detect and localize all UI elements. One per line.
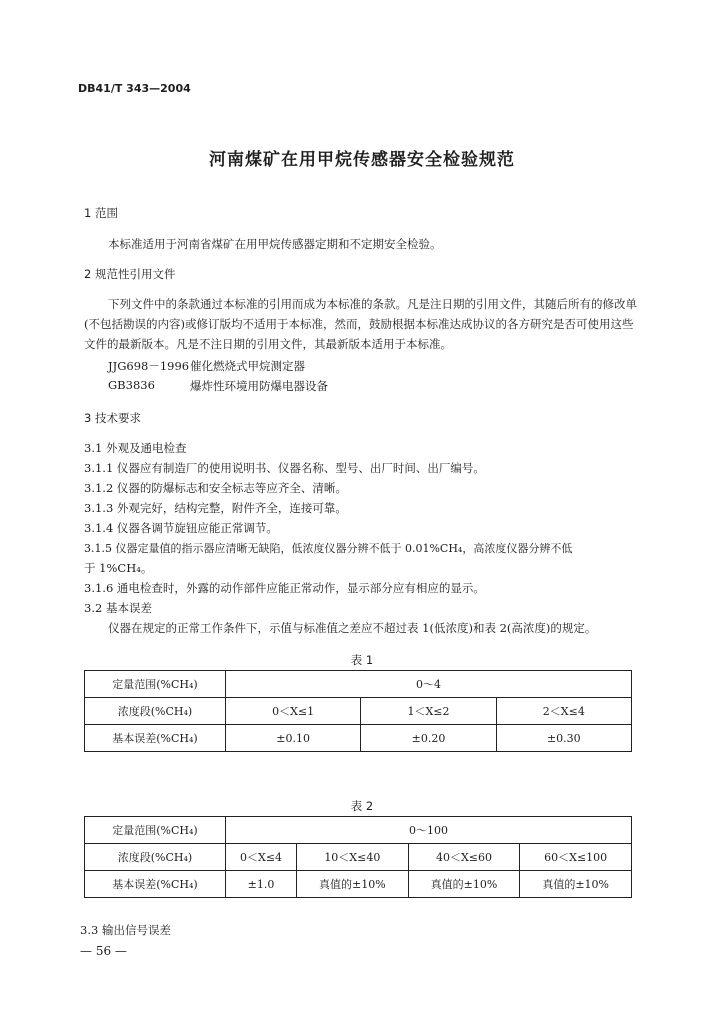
table-cell: ±0.10 — [226, 725, 361, 752]
section-2-heading: 2 规范性引用文件 — [84, 267, 176, 281]
table-row — [85, 698, 632, 725]
table-cell: ±1.0 — [226, 871, 297, 898]
table-cell: 1＜X≤2 — [361, 698, 496, 725]
table-cell: 浓度段(%CH₄) — [85, 844, 226, 871]
item-3-1-2: 3.1.2 仪器的防爆标志和安全标志等应齐全、清晰。 — [84, 481, 347, 495]
table-row — [85, 817, 632, 844]
table-1-caption: 表 1 — [350, 653, 374, 667]
table-cell: 基本误差(%CH₄) — [85, 871, 226, 898]
table-row — [85, 671, 632, 698]
table-cell: 0＜X≤1 — [226, 698, 361, 725]
table-row — [85, 725, 632, 752]
table-cell: 2＜X≤4 — [496, 698, 631, 725]
section-3-heading: 3 技术要求 — [84, 411, 141, 425]
table-cell: 10＜X≤40 — [297, 844, 409, 871]
table-cell: 0～100 — [226, 817, 632, 844]
ref-1-name: 催化燃烧式甲烷测定器 — [190, 359, 305, 373]
section-3-1-heading: 3.1 外观及通电检查 — [84, 441, 187, 455]
table-cell: ±0.30 — [496, 725, 631, 752]
table-cell: 定量范围(%CH₄) — [85, 817, 226, 844]
table-cell: 真值的±10% — [520, 871, 632, 898]
item-3-1-5-line-2: 于 1%CH₄。 — [84, 561, 153, 575]
table-row — [85, 871, 632, 898]
section-3-3-heading: 3.3 输出信号误差 — [80, 923, 171, 937]
document-code: DB41/T 343—2004 — [78, 82, 191, 95]
table-cell: 真值的±10% — [408, 871, 520, 898]
table-cell: 60＜X≤100 — [520, 844, 632, 871]
table-cell: 真值的±10% — [297, 871, 409, 898]
item-3-1-1: 3.1.1 仪器应有制造厂的使用说明书、仪器名称、型号、出厂时间、出厂编号。 — [84, 461, 485, 475]
table-cell: 浓度段(%CH₄) — [85, 698, 226, 725]
page-number: — 56 — — [80, 944, 127, 958]
section-3-2-text: 仪器在规定的正常工作条件下，示值与标准值之差应不超过表 1(低浓度)和表 2(高浓度)的规定。 — [108, 621, 597, 635]
table-2 — [84, 816, 632, 898]
table-cell: 40＜X≤60 — [408, 844, 520, 871]
section-3-2-heading: 3.2 基本误差 — [84, 601, 152, 615]
table-row — [85, 844, 632, 871]
ref-1-code: JJG698－1996 — [108, 359, 190, 373]
section-1-heading: 1 范围 — [84, 206, 118, 220]
section-2-text: 下列文件中的条款通过本标准的引用而成为本标准的条款。凡是注日期的引用文件，其随后所有的修改单(不包括勘误的内容)或修订版均不适用于本标准，然而，鼓励根据本标准达成协议的各方研究是否可使用这些文件的最新版本。凡是不注日期的引用文件，其最新版本适用于本标准。 — [84, 297, 637, 351]
ref-2-code: GB3836 — [108, 378, 155, 392]
table-cell: 定量范围(%CH₄) — [85, 671, 226, 698]
table-2-caption: 表 2 — [350, 799, 374, 813]
item-3-1-3: 3.1.3 外观完好，结构完整，附件齐全，连接可靠。 — [84, 501, 347, 515]
item-3-1-4: 3.1.4 仪器各调节旋钮应能正常调节。 — [84, 521, 278, 535]
table-cell: ±0.20 — [361, 725, 496, 752]
item-3-1-6: 3.1.6 通电检查时，外露的动作部件应能正常动作，显示部分应有相应的显示。 — [84, 581, 485, 595]
section-1-text: 本标准适用于河南省煤矿在用甲烷传感器定期和不定期安全检验。 — [108, 237, 442, 251]
table-1 — [84, 670, 632, 752]
table-cell: 基本误差(%CH₄) — [85, 725, 226, 752]
item-3-1-5-line-1: 3.1.5 仪器定量值的指示器应清晰无缺陷，低浓度仪器分辨不低于 0.01%CH₄，高浓度仪器分辨不低 — [84, 542, 573, 555]
table-cell: 0＜X≤4 — [226, 844, 297, 871]
table-cell: 0～4 — [226, 671, 632, 698]
document-title: 河南煤矿在用甲烷传感器安全检验规范 — [209, 150, 515, 170]
ref-2-name: 爆炸性环境用防爆电器设备 — [190, 379, 328, 393]
